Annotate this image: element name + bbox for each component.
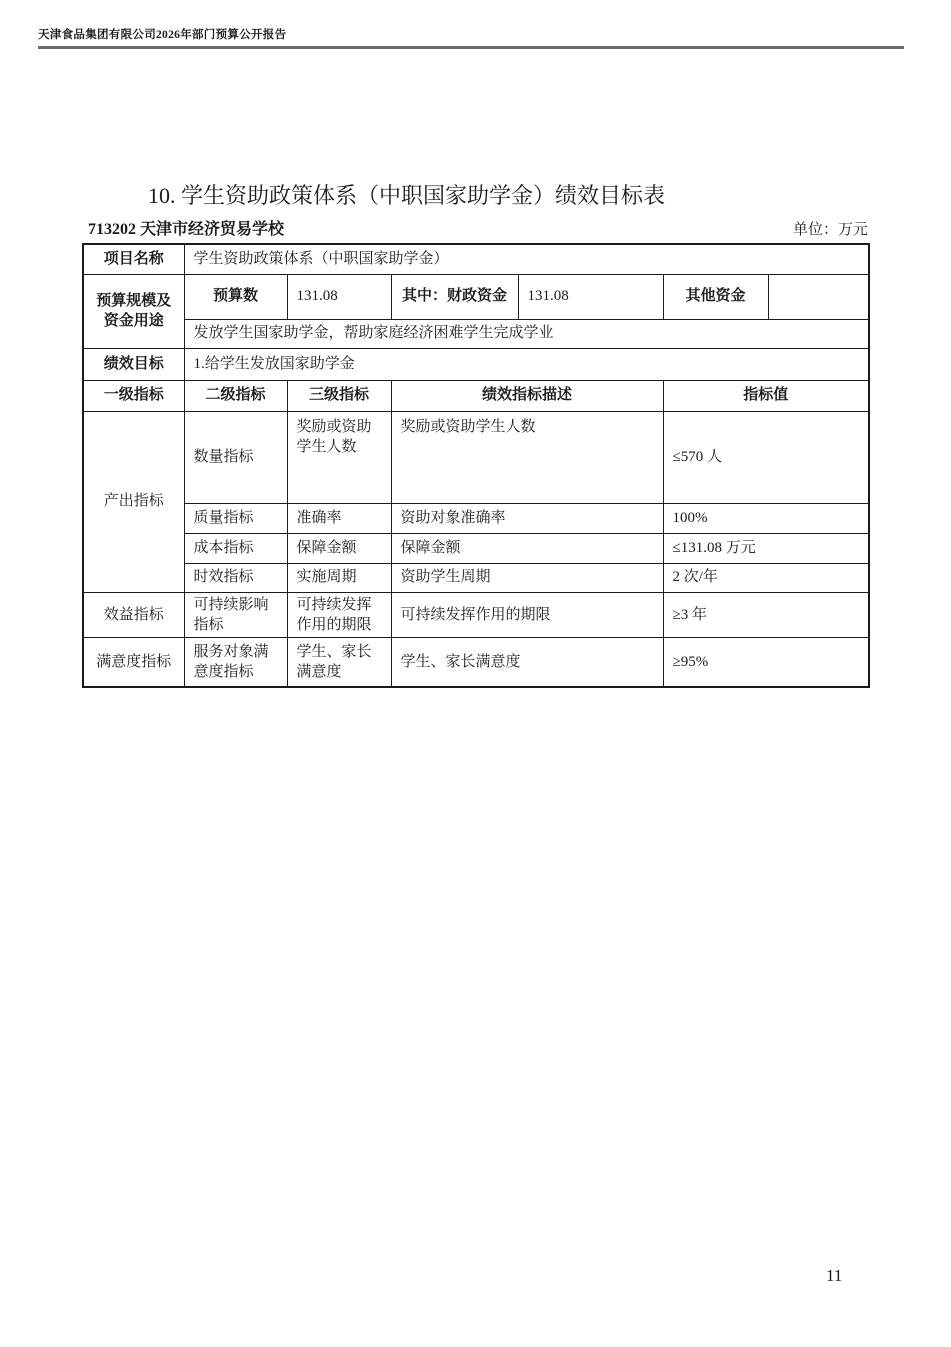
level2-cell: 可持续影响指标 (184, 592, 287, 638)
unit-label: 单位：万元 (792, 222, 868, 238)
row-fund-purpose (83, 319, 869, 348)
row-quantity-indicator (83, 411, 869, 503)
header-divider-line (38, 46, 904, 49)
row-cost-indicator (83, 533, 869, 563)
level3-cell: 奖励或资助学生人数 (287, 411, 391, 503)
description-cell: 可持续发挥作用的期限 (391, 592, 663, 638)
description-cell: 保障金额 (391, 533, 663, 563)
header-description: 绩效指标描述 (391, 380, 663, 411)
level2-cell: 服务对象满意度指标 (184, 638, 287, 687)
performance-target-table (82, 243, 870, 688)
value-cell: ≤131.08 万元 (663, 533, 869, 563)
budget-number-label: 预算数 (184, 274, 287, 319)
value-cell: ≥3 年 (663, 592, 869, 638)
row-timeliness-indicator (83, 563, 869, 592)
level2-cell: 质量指标 (184, 503, 287, 533)
level3-cell: 可持续发挥作用的期限 (287, 592, 391, 638)
other-funds-label: 其他资金 (663, 274, 768, 319)
value-cell: 100% (663, 503, 869, 533)
row-project-name (83, 244, 869, 274)
header-level3: 三级指标 (287, 380, 391, 411)
level2-cell: 成本指标 (184, 533, 287, 563)
header-value: 指标值 (663, 380, 869, 411)
row-performance-goal (83, 348, 869, 380)
performance-goal-value: 1.给学生发放国家助学金 (184, 348, 869, 380)
value-cell: ≥95% (663, 638, 869, 687)
level3-cell: 保障金额 (287, 533, 391, 563)
description-cell: 学生、家长满意度 (391, 638, 663, 687)
budget-section-label: 预算规模及资金用途 (83, 274, 184, 348)
org-code-and-name: 713202 天津市经济贸易学校 (88, 221, 285, 238)
value-cell: 2 次/年 (663, 563, 869, 592)
budget-number-value: 131.08 (287, 274, 391, 319)
group-satisfaction-indicator: 满意度指标 (83, 638, 184, 687)
level2-cell: 数量指标 (184, 411, 287, 503)
level3-cell: 准确率 (287, 503, 391, 533)
page-number: 11 (826, 1266, 843, 1285)
level2-cell: 时效指标 (184, 563, 287, 592)
report-header-title: 天津食品集团有限公司2026年部门预算公开报告 (38, 29, 287, 41)
level3-cell: 实施周期 (287, 563, 391, 592)
description-cell: 资助学生周期 (391, 563, 663, 592)
row-satisfaction-indicator (83, 638, 869, 687)
row-quality-indicator (83, 503, 869, 533)
value-cell: ≤570 人 (663, 411, 869, 503)
performance-goal-label: 绩效目标 (83, 348, 184, 380)
header-level2: 二级指标 (184, 380, 287, 411)
fiscal-funds-label: 其中：财政资金 (391, 274, 518, 319)
group-benefit-indicator: 效益指标 (83, 592, 184, 638)
description-cell: 奖励或资助学生人数 (391, 411, 663, 503)
row-budget-scale (83, 274, 869, 319)
header-level1: 一级指标 (83, 380, 184, 411)
group-output-indicator: 产出指标 (83, 411, 184, 592)
fund-purpose-value: 发放学生国家助学金，帮助家庭经济困难学生完成学业 (184, 319, 869, 348)
fiscal-funds-value: 131.08 (518, 274, 663, 319)
other-funds-value (768, 274, 869, 319)
section-title: 10. 学生资助政策体系（中职国家助学金）绩效目标表 (148, 183, 666, 208)
project-name-value: 学生资助政策体系（中职国家助学金） (184, 244, 869, 274)
project-name-label: 项目名称 (83, 244, 184, 274)
row-benefit-indicator (83, 592, 869, 638)
description-cell: 资助对象准确率 (391, 503, 663, 533)
row-indicator-headers (83, 380, 869, 411)
level3-cell: 学生、家长满意度 (287, 638, 391, 687)
